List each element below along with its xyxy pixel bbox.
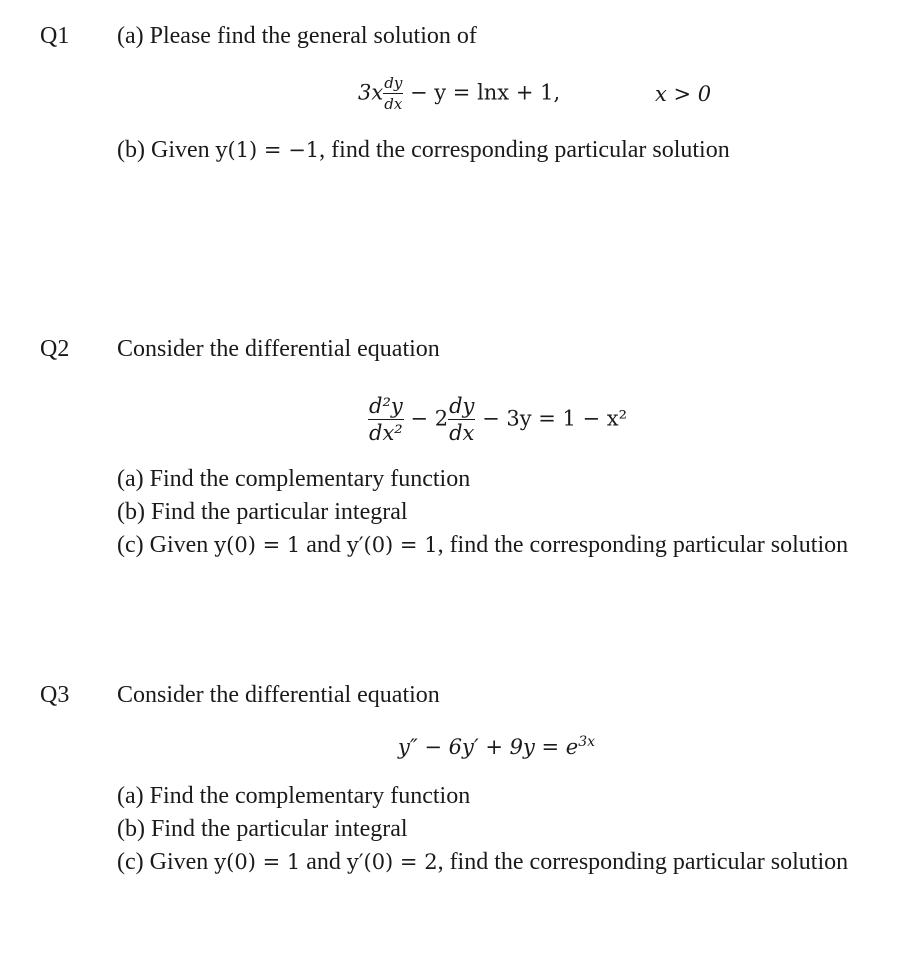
question-number-q2: Q2 <box>40 336 70 362</box>
question-number-q3: Q3 <box>40 682 70 708</box>
q3-part-b: (b) Find the particular integral <box>117 816 408 842</box>
q1-equation <box>358 76 560 112</box>
q2-frac2-den: dx <box>449 421 475 445</box>
q2-part-c-and: and <box>300 532 347 558</box>
q1-part-b-math: y(1) = −1 <box>215 138 320 162</box>
q3-equation <box>398 733 595 761</box>
q3-part-c <box>117 848 848 876</box>
q3-eq-main: y″ − 6y′ + 9y = e <box>398 735 579 759</box>
q2-eq-rest: − 3y = 1 − x² <box>482 406 628 431</box>
q2-part-c-suffix: , find the corresponding particular solution <box>437 532 849 558</box>
q2-frac1-den: dx² <box>369 421 403 445</box>
q1-eq-coef: 3x <box>358 80 384 105</box>
q1-part-b <box>117 136 730 164</box>
q3-part-c-and: and <box>300 849 347 875</box>
q1-eq-rest: − y = lnx + 1, <box>409 80 561 105</box>
q2-part-a: (a) Find the complementary function <box>117 466 471 492</box>
q2-frac1-num: d²y <box>369 394 403 418</box>
q2-frac2-num: dy <box>449 394 475 418</box>
q3-eq-exponent: 3x <box>578 734 596 750</box>
q1-eq-frac-den: dx <box>384 95 403 113</box>
q3-part-c-math2: y′(0) = 2 <box>346 850 438 874</box>
q1-part-a: (a) Please find the general solution of <box>117 23 477 49</box>
q1-eq-condition: x > 0 <box>655 82 712 106</box>
q2-part-c <box>117 531 848 559</box>
question-number-q1: Q1 <box>40 23 70 49</box>
q1-eq-frac-num: dy <box>384 74 403 92</box>
q1-part-b-suffix: , find the corresponding particular solution <box>319 137 730 163</box>
q2-part-b: (b) Find the particular integral <box>117 499 408 525</box>
q2-part-c-prefix: (c) Given <box>117 532 215 558</box>
q2-intro: Consider the differential equation <box>117 336 440 362</box>
q3-part-c-math1: y(0) = 1 <box>214 850 301 874</box>
q2-eq-mid: − 2 <box>410 406 449 431</box>
q1-part-b-prefix: (b) Given <box>117 137 216 163</box>
q2-part-c-math1: y(0) = 1 <box>214 533 301 557</box>
q2-part-c-math2: y′(0) = 1 <box>346 533 438 557</box>
q1-eq-fraction <box>383 76 403 112</box>
q3-intro: Consider the differential equation <box>117 682 440 708</box>
q2-equation <box>368 396 627 444</box>
q3-part-c-suffix: , find the corresponding particular solution <box>437 849 849 875</box>
q3-part-a: (a) Find the complementary function <box>117 783 471 809</box>
q2-eq-fraction-1 <box>368 396 404 444</box>
q3-part-c-prefix: (c) Given <box>117 849 215 875</box>
q2-eq-fraction-2 <box>448 396 475 444</box>
